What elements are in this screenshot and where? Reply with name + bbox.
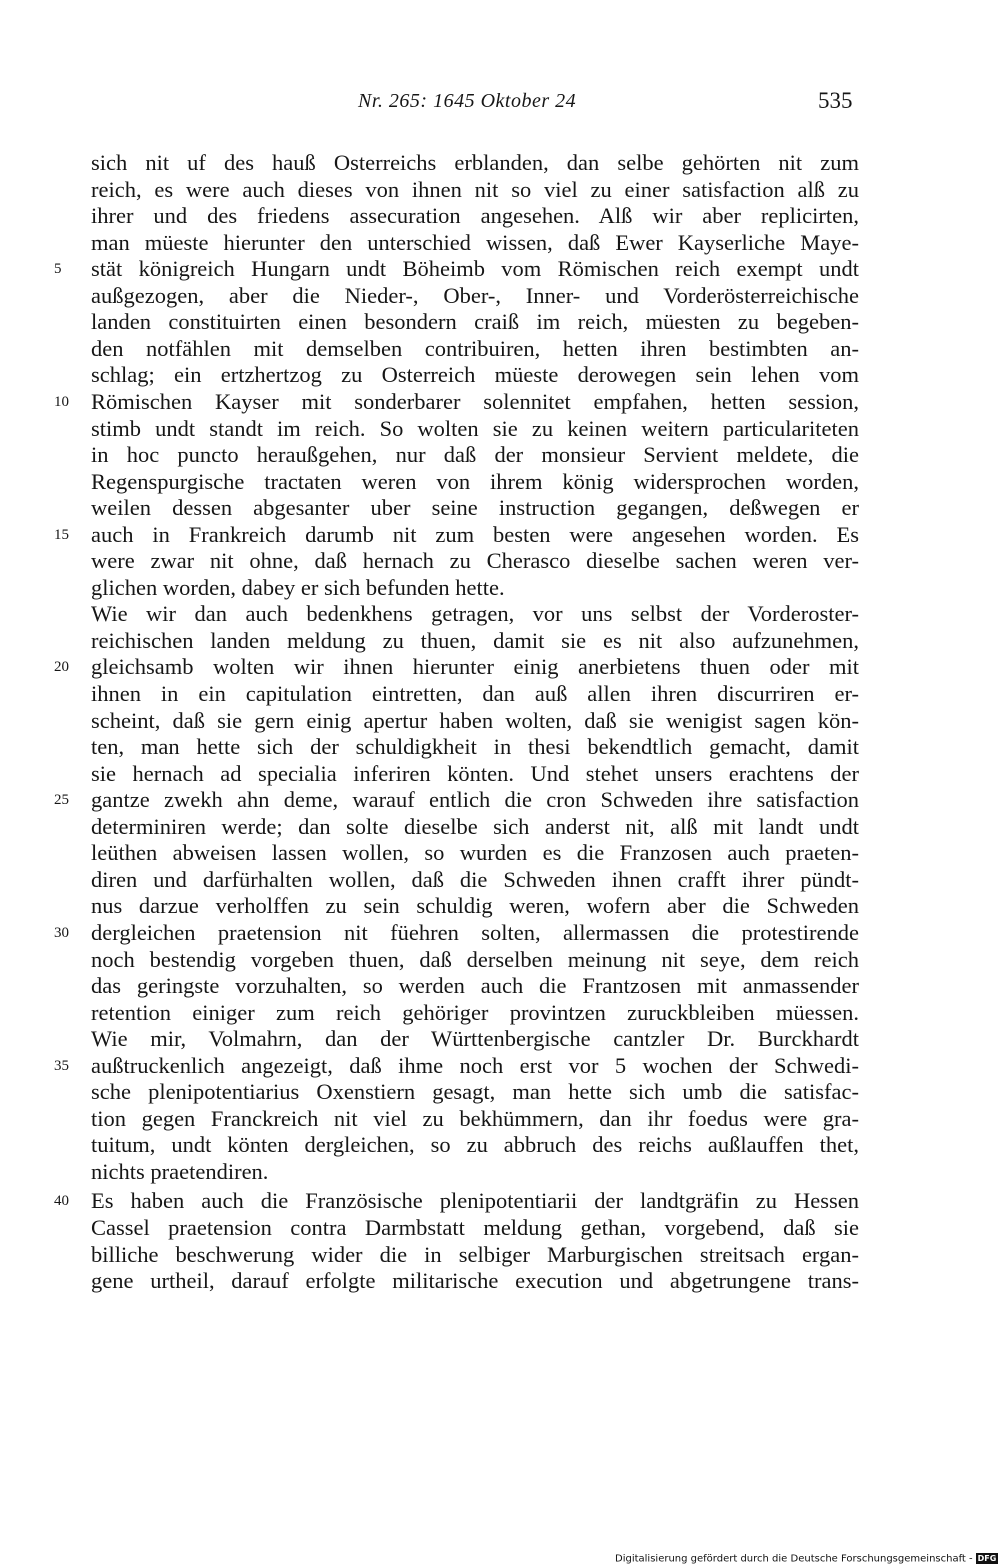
text-line: tion gegen Franckreich nit viel zu bekhümmern, dan ihr foedus were gra- <box>91 1105 859 1131</box>
text-line: Römischen Kayser mit sonderbarer solennitet empfahen, hetten session, <box>91 388 859 414</box>
text-line: scheint, daß sie gern einig apertur haben wolten, daß sie wenigist sagen kön- <box>91 707 859 733</box>
text-line: gantze zwekh ahn deme, warauf entlich die cron Schweden ihre satisfaction <box>91 787 859 813</box>
text-line: reichischen landen meldung zu thuen, damit sie es nit also aufzunehmen, <box>91 627 859 653</box>
text-line: glichen worden, dabey er sich befunden hette. <box>91 574 505 600</box>
line-number: 30 <box>54 924 69 941</box>
text-line: in hoc puncto heraußgehen, nur daß der monsieur Servient meldete, die <box>91 442 859 468</box>
text-line: das geringste vorzuhalten, so werden auch die Frantzosen mit anmassender <box>91 973 859 999</box>
text-line: billiche beschwerung wider die in selbiger Marburgischen streitsach ergan- <box>91 1241 859 1267</box>
line-number: 25 <box>54 792 69 809</box>
text-line: Cassel praetension contra Darmbstatt meldung gethan, vorgebend, daß sie <box>91 1215 859 1240</box>
text-line: weilen dessen abgesanter uber seine instruction gegangen, deßwegen er <box>91 495 859 521</box>
text-line: Wie mir, Volmahrn, dan der Württenbergische cantzler Dr. Burckhardt <box>91 1026 859 1052</box>
line-number: 5 <box>54 261 62 278</box>
text-line: retention einiger zum reich gehöriger provintzen zuruckbleiben müessen. <box>91 999 859 1025</box>
text-line: leüthen abweisen lassen wollen, so wurden es die Franzosen auch praeten- <box>91 840 859 866</box>
text-line: außtruckenlich angezeigt, daß ihme noch erst vor 5 wochen der Schwedi- <box>91 1052 859 1078</box>
line-number: 40 <box>54 1193 69 1210</box>
text-line: gleichsamb wolten wir ihnen hierunter einig anerbietens thuen oder mit <box>91 654 859 680</box>
text-line: Wie wir dan auch bedenkhens getragen, vor uns selbst der Vorderoster- <box>91 601 859 627</box>
digitization-credit <box>615 1553 998 1565</box>
text-line: ihrer und des friedens assecuration angesehen. Alß wir aber replicirten, <box>91 203 859 229</box>
credit-text: Digitalisierung gefördert durch die Deutsche Forschungsgemeinschaft - <box>615 1553 973 1565</box>
text-line: man müeste hierunter den unterschied wissen, daß Ewer Kayserliche Maye- <box>91 229 859 255</box>
line-number: 20 <box>54 659 69 676</box>
line-number: 15 <box>54 526 69 543</box>
text-line: ihnen in ein capitulation eintretten, dan auß allen ihren discurriren er- <box>91 681 859 706</box>
text-line: Regenspurgische tractaten weren von ihrem könig widersprochen worden, <box>91 468 859 494</box>
text-line: were zwar nit ohne, daß hernach zu Cherasco dieselbe sachen weren ver- <box>91 548 859 574</box>
page-number: 535 <box>818 88 853 113</box>
text-line: sie hernach ad specialia inferiren könten. Und stehet unsers erachtens der <box>91 760 859 786</box>
line-number: 35 <box>54 1057 69 1074</box>
text-line: dergleichen praetension nit füehren solten, allermassen die protestirende <box>91 919 859 945</box>
text-line: tuitum, undt könten dergleichen, so zu abbruch des reichs außlauffen thet, <box>91 1132 859 1158</box>
text-line: landen constituirten einen besondern craiß im reich, müesten zu begeben- <box>91 309 859 335</box>
text-line: stimb undt standt im reich. So wolten sie zu keinen weitern particulariteten <box>91 415 859 441</box>
text-line: nus darzue verholffen zu sein schuldig weren, wofern aber die Schweden <box>91 893 859 919</box>
text-line: noch bestendig vorgeben thuen, daß derselben meinung nit seye, dem reich <box>91 946 859 972</box>
line-number: 10 <box>54 393 69 410</box>
text-line: sche plenipotentiarius Oxenstiern gesagt, man hette sich umb die satisfac- <box>91 1079 859 1105</box>
text-line: ten, man hette sich der schuldigkheit in thesi bekendtlich gemacht, damit <box>91 734 859 760</box>
dfg-logo: DFG <box>977 1554 997 1563</box>
text-line: determiniren werde; dan solte dieselbe sich anderst nit, alß mit landt undt <box>91 813 859 839</box>
text-line: den notfählen mit demselben contribuiren, hetten ihren bestimbten an- <box>91 335 859 361</box>
text-line: nichts praetendiren. <box>91 1158 269 1184</box>
text-line: stät königreich Hungarn undt Böheimb vom Römischen reich exempt undt <box>91 256 859 282</box>
text-line: Es haben auch die Französische plenipotentiarii der landtgräfin zu Hessen <box>91 1188 859 1214</box>
text-line: gene urtheil, darauf erfolgte militarische execution und abgetrungene trans- <box>91 1268 859 1294</box>
text-line: außgezogen, aber die Nieder-, Ober-, Inner- und Vorderösterreichische <box>91 282 859 308</box>
running-head: Nr. 265: 1645 Oktober 24 <box>358 90 577 112</box>
text-line: schlag; ein ertzhertzog zu Osterreich müeste derowegen sein lehen vom <box>91 362 859 388</box>
text-line: reich, es were auch dieses von ihnen nit so viel zu einer satisfaction alß zu <box>91 176 859 202</box>
text-line: sich nit uf des hauß Osterreichs erblanden, dan selbe gehörten nit zum <box>91 150 859 175</box>
text-line: auch in Frankreich darumb nit zum besten were angesehen worden. Es <box>91 521 859 547</box>
text-line: diren und darfürhalten wollen, daß die Schweden ihnen crafft ihrer pündt- <box>91 866 859 892</box>
